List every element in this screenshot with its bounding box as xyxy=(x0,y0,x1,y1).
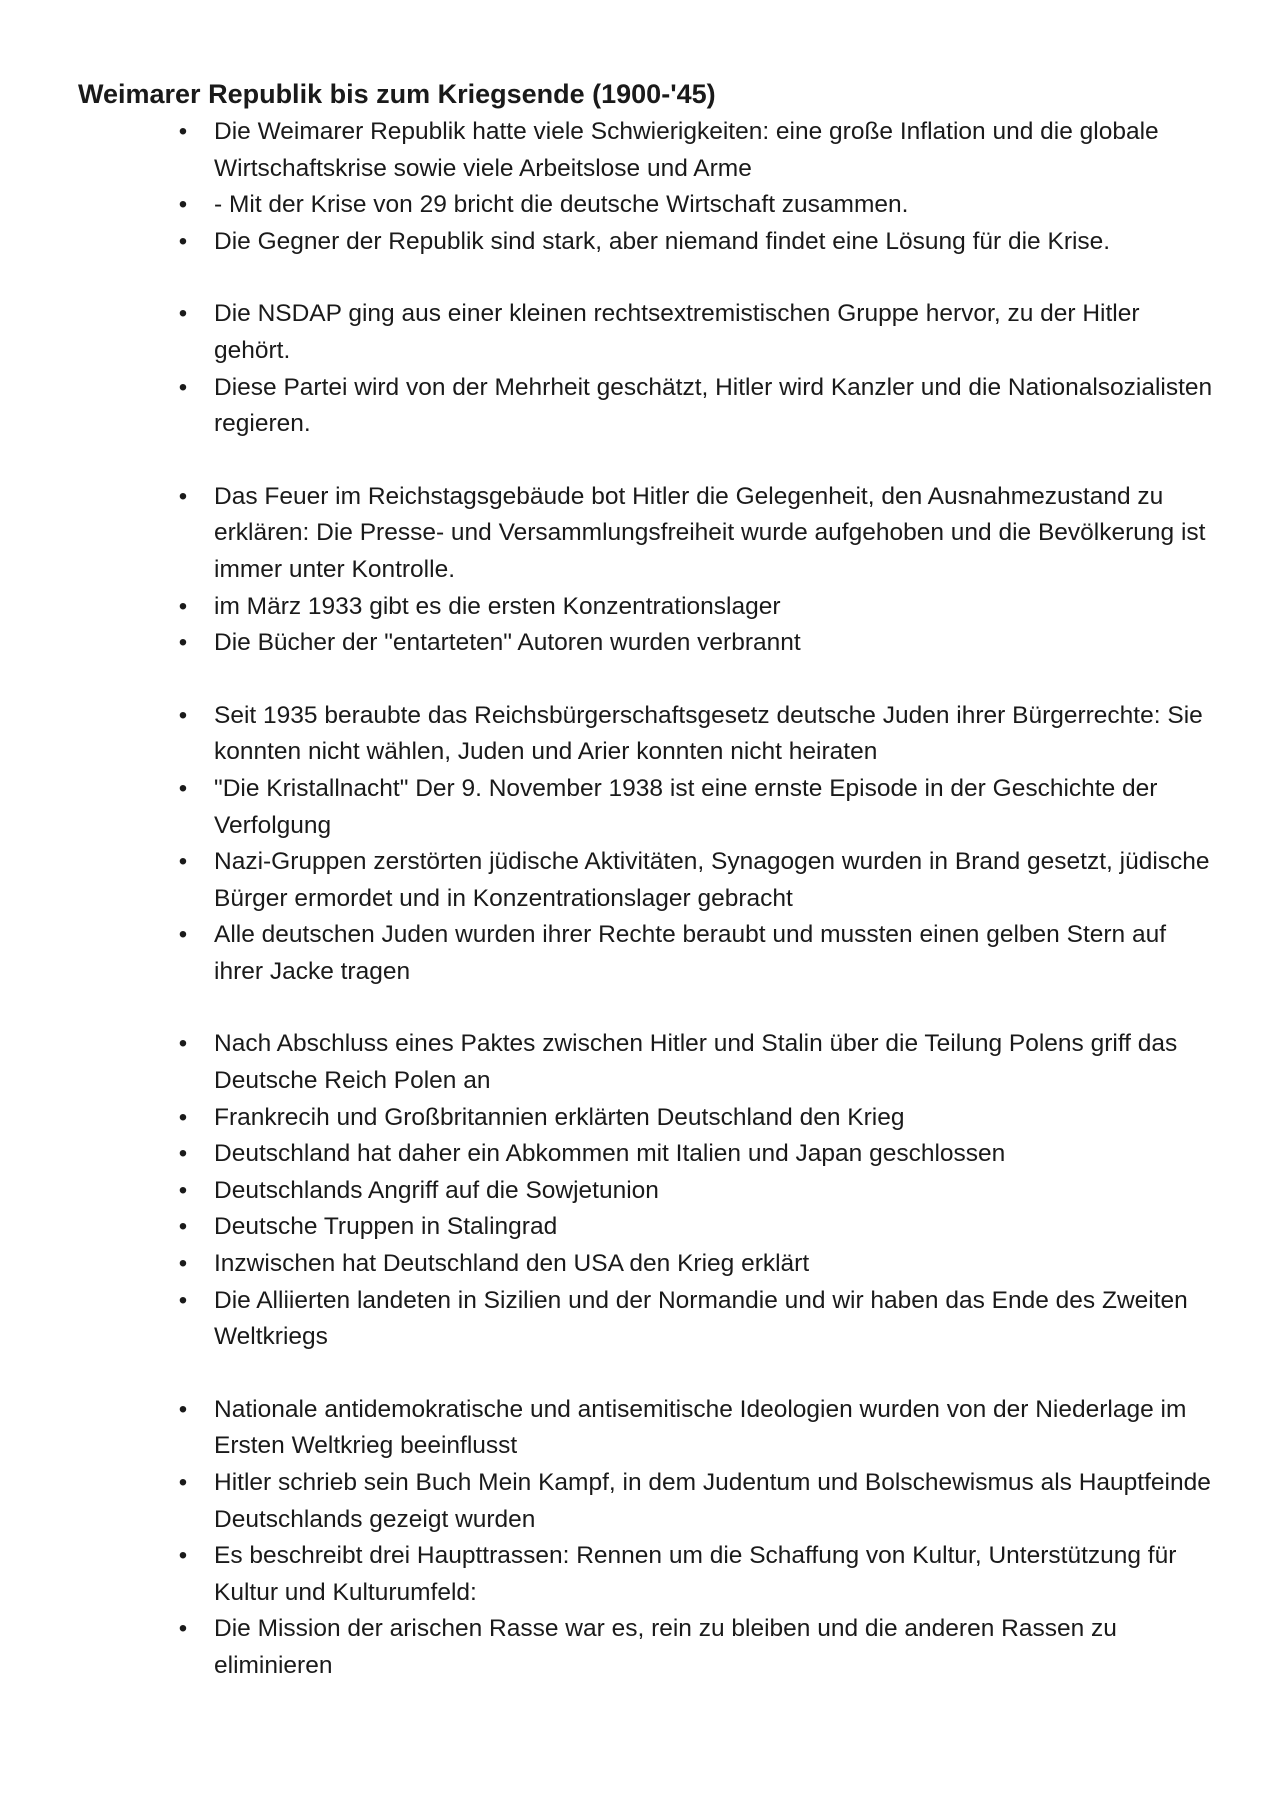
list-item-text: Das Feuer im Reichstagsgebäude bot Hitler die Gelegenheit, den Ausnahmezustand zu erklären: Die Presse- und Versammlungsfreiheit wurde aufgehoben und die Bevölkerung ist immer unter Kontrolle. xyxy=(214,482,1206,583)
list-item-text: Alle deutschen Juden wurden ihrer Rechte beraubt und mussten einen gelben Stern auf ihrer Jacke tragen xyxy=(214,921,1167,985)
list-item xyxy=(0,1246,1280,1283)
bullet-group xyxy=(0,698,1280,991)
bullet-group xyxy=(0,296,1280,442)
bullet-icon: • xyxy=(178,1286,188,1314)
list-item xyxy=(0,1026,1280,1099)
list-item xyxy=(0,479,1280,589)
list-item xyxy=(0,1209,1280,1246)
bullet-icon: • xyxy=(178,592,188,620)
bullet-group xyxy=(0,479,1280,662)
list-item xyxy=(0,1283,1280,1356)
list-item-text: Die NSDAP ging aus einer kleinen rechtsextremistischen Gruppe hervor, zu der Hitler gehört. xyxy=(214,300,1140,364)
list-item-text: Deutschland hat daher ein Abkommen mit Italien und Japan geschlossen xyxy=(214,1140,1006,1168)
list-item xyxy=(0,1611,1280,1684)
list-item-text: Die Weimarer Republik hatte viele Schwierigkeiten: eine große Inflation und die globale Wirtschaftskrise sowie viele Arbeitslose und Arme xyxy=(214,118,1159,182)
list-item-text: Die Mission der arischen Rasse war es, rein zu bleiben und die anderen Rassen zu eliminieren xyxy=(214,1615,1117,1679)
bullet-icon: • xyxy=(178,373,188,401)
list-item xyxy=(0,296,1280,369)
list-item-text: Die Gegner der Republik sind stark, aber niemand findet eine Lösung für die Krise. xyxy=(214,227,1111,255)
list-item xyxy=(0,625,1280,662)
bullet-icon: • xyxy=(178,1542,188,1570)
bullet-icon: • xyxy=(178,629,188,657)
bullet-icon: • xyxy=(178,921,188,949)
list-item-text: Deutschlands Angriff auf die Sowjetunion xyxy=(214,1176,659,1204)
bullet-icon: • xyxy=(178,1395,188,1423)
list-item xyxy=(0,1538,1280,1611)
bullet-group xyxy=(0,1392,1280,1685)
list-item xyxy=(0,114,1280,187)
bullet-icon: • xyxy=(178,1030,188,1058)
bullet-icon: • xyxy=(178,191,188,219)
list-item xyxy=(0,224,1280,261)
bullet-icon: • xyxy=(178,227,188,255)
bullet-group xyxy=(0,114,1280,260)
list-item xyxy=(0,1465,1280,1538)
list-item-text: Die Bücher der "entarteten" Autoren wurden verbrannt xyxy=(214,629,801,657)
bullet-icon: • xyxy=(178,1176,188,1204)
list-item-text: Seit 1935 beraubte das Reichsbürgerschaftsgesetz deutsche Juden ihrer Bürgerrechte: Sie konnten nicht wählen, Juden und Arier konnten nicht heiraten xyxy=(214,701,1203,766)
list-item xyxy=(0,771,1280,844)
list-item xyxy=(0,844,1280,917)
bullet-list-container xyxy=(0,114,1280,1721)
list-item xyxy=(0,1136,1280,1173)
bullet-icon: • xyxy=(178,1250,188,1278)
list-item-text: im März 1933 gibt es die ersten Konzentrationslager xyxy=(214,592,781,620)
list-item-text: Nazi-Gruppen zerstörten jüdische Aktivitäten, Synagogen wurden in Brand gesetzt, jüdische Bürger ermordet und in Konzentrationslager gebracht xyxy=(214,848,1210,912)
bullet-group xyxy=(0,1026,1280,1355)
list-item xyxy=(0,589,1280,626)
bullet-icon: • xyxy=(178,1615,188,1643)
list-item-text: Nationale antidemokratische und antisemitische Ideologien wurden von der Niederlage im Ersten Weltkrieg beeinflusst xyxy=(214,1395,1187,1460)
bullet-icon: • xyxy=(178,701,188,729)
list-item-text: Deutsche Truppen in Stalingrad xyxy=(214,1213,558,1241)
bullet-icon: • xyxy=(178,1103,188,1131)
list-item xyxy=(0,917,1280,990)
list-item xyxy=(0,1392,1280,1465)
list-item-text: "Die Kristallnacht" Der 9. November 1938 ist eine ernste Episode in der Geschichte der Verfolgung xyxy=(214,774,1158,839)
page-title: Weimarer Republik bis zum Kriegsende (1900-'45) xyxy=(78,79,716,109)
bullet-icon: • xyxy=(178,482,188,510)
list-item-text: - Mit der Krise von 29 bricht die deutsche Wirtschaft zusammen. xyxy=(214,191,909,219)
bullet-icon: • xyxy=(178,848,188,876)
list-item xyxy=(0,698,1280,771)
bullet-icon: • xyxy=(178,300,188,328)
list-item xyxy=(0,370,1280,443)
list-item-text: Diese Partei wird von der Mehrheit geschätzt, Hitler wird Kanzler und die Nationalsozialisten regieren. xyxy=(214,373,1213,438)
list-item-text: Es beschreibt drei Haupttrassen: Rennen um die Schaffung von Kultur, Unterstützung für Kultur und Kulturumfeld: xyxy=(214,1542,1177,1606)
list-item-text: Hitler schrieb sein Buch Mein Kampf, in dem Judentum und Bolschewismus als Hauptfeinde Deutschlands gezeigt wurden xyxy=(214,1469,1211,1533)
bullet-icon: • xyxy=(178,1140,188,1168)
bullet-icon: • xyxy=(178,118,188,145)
list-item-text: Nach Abschluss eines Paktes zwischen Hitler und Stalin über die Teilung Polens griff das Deutsche Reich Polen an xyxy=(214,1030,1178,1095)
list-item-text: Die Alliierten landeten in Sizilien und der Normandie und wir haben das Ende des Zweiten Weltkriegs xyxy=(214,1286,1188,1351)
bullet-icon: • xyxy=(178,1469,188,1496)
bullet-icon: • xyxy=(178,1213,188,1241)
list-item xyxy=(0,1100,1280,1137)
list-item-text: Frankrecih und Großbritannien erklärten Deutschland den Krieg xyxy=(214,1103,905,1131)
list-item-text: Inzwischen hat Deutschland den USA den Krieg erklärt xyxy=(214,1250,810,1278)
list-item xyxy=(0,187,1280,224)
list-item xyxy=(0,1173,1280,1210)
bullet-icon: • xyxy=(178,774,188,802)
